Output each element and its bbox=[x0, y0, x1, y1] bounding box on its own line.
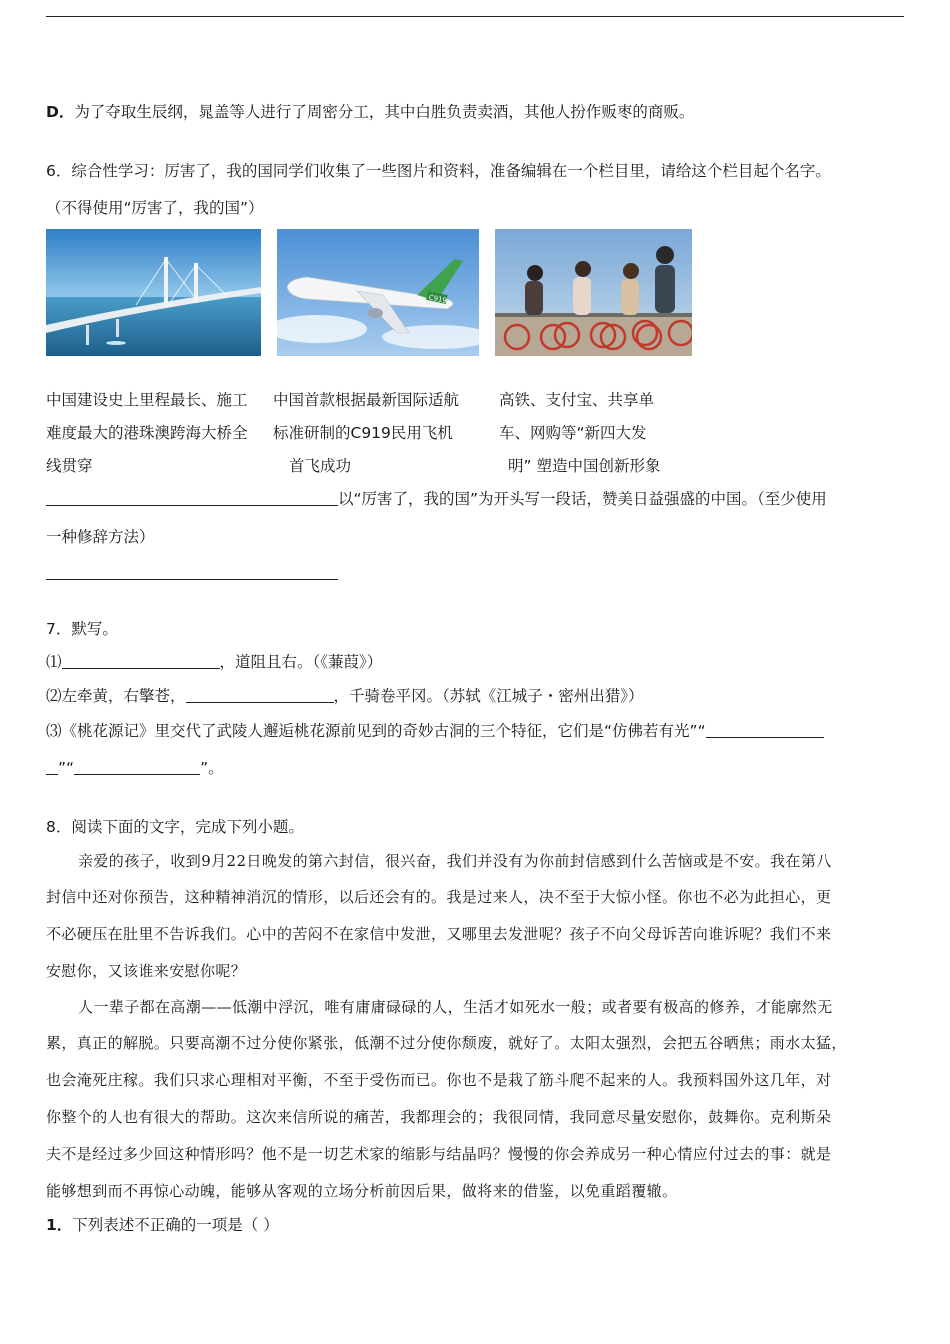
passage-p1-line-3: 不必硬压在肚里不告诉我们。心中的苦闷不在家信中发泄，又哪里去发泄呢？孩子不向父母诉苦向谁诉呢？我们不来 bbox=[46, 925, 832, 943]
q7-item-1-text: ，道阻且右。（《蒹葭》） bbox=[219, 653, 383, 671]
bike-caption-line-2: 车、网购等“新四大发 bbox=[499, 424, 647, 442]
c919-plane-photo bbox=[277, 229, 479, 356]
plane-caption-line-2: 标准研制的C919民用飞机 bbox=[273, 424, 453, 442]
q7-item-3-blank-1a[interactable] bbox=[706, 721, 824, 738]
passage-p2-line-2: 累，真正的解脱。只要高潮不过分使你紧张，低潮不过分使你颓废，就好了。太阳太强烈，会把五谷晒焦；雨水太猛， bbox=[46, 1034, 847, 1052]
passage-p1-line-1: 亲爱的孩子，收到9月22日晚发的第六封信，很兴奋，我们并没有为你前封信感到什么苦恼或是不安。我在第八 bbox=[78, 852, 832, 870]
option-d-text: 为了夺取生辰纲，晁盖等人进行了周密分工，其中白胜负责卖酒，其他人扮作贩枣的商贩。 bbox=[74, 103, 695, 121]
q7-item-3-pre: ⑶《桃花源记》里交代了武陵人邂逅桃花源前见到的奇妙古洞的三个特征，它们是“仿佛若有光”“ bbox=[46, 722, 706, 740]
bridge-photo bbox=[46, 229, 261, 356]
q7-title: 7．默写。 bbox=[46, 620, 118, 638]
q6-prompt bbox=[46, 488, 827, 510]
passage-p2-line-6: 能够想到而不再惊心动魄，能够从客观的立场分析前因后果，做将来的借鉴，以免重蹈覆辙。 bbox=[46, 1182, 678, 1200]
q7-item-3-blank-2[interactable] bbox=[74, 758, 200, 775]
option-d bbox=[46, 101, 694, 123]
q7-item-3-q1-end: ”“ bbox=[58, 759, 75, 777]
plane-caption-line-1: 中国首款根据最新国际适航 bbox=[273, 391, 460, 409]
column-name-blank[interactable] bbox=[46, 489, 338, 506]
option-d-letter: D． bbox=[46, 103, 75, 121]
q6-answer-line bbox=[46, 562, 338, 584]
passage-p1-line-2: 封信中还对你预告，这种精神消沉的情形，以后还会有的。我是过来人，决不至于大惊小怪。你也不必为此担心，更 bbox=[46, 888, 832, 906]
q6-prompt-cont: 一种修辞方法） bbox=[46, 528, 155, 546]
paragraph-answer-blank[interactable] bbox=[46, 563, 338, 580]
q7-item-1-num: ⑴ bbox=[46, 653, 62, 671]
q7-item-3-q2-end: ”。 bbox=[200, 759, 224, 777]
q6-stem-note: （不得使用“厉害了，我的国”） bbox=[46, 199, 264, 217]
q7-item-2-post: ，千骑卷平冈。（苏轼《江城子・密州出猎》） bbox=[333, 687, 644, 705]
q7-item-3-blank-1b[interactable] bbox=[46, 758, 58, 775]
bridge-caption-line-2: 难度最大的港珠澳跨海大桥全 bbox=[46, 424, 248, 442]
passage-p2-line-1: 人一辈子都在高潮——低潮中浮沉，唯有庸庸碌碌的人，生活才如死水一般；或者要有极高的修养，才能廓然无 bbox=[78, 998, 833, 1016]
header-rule bbox=[46, 16, 904, 17]
q7-item-1 bbox=[46, 651, 382, 673]
shared-bike-photo bbox=[495, 229, 692, 356]
q8-sub-1 bbox=[46, 1214, 279, 1236]
c919-logo: C919 bbox=[427, 293, 448, 305]
q8-sub-1-num: 1． bbox=[46, 1216, 73, 1234]
passage-p2-line-5: 夫不是经过多少回这种情形吗？他不是一切艺术家的缩影与结晶吗？慢慢的你会养成另一种心情应付过去的事：就是 bbox=[46, 1145, 832, 1163]
q6-stem: 6．综合性学习：厉害了，我的国同学们收集了一些图片和资料，准备编辑在一个栏目里，请给这个栏目起个名字。 bbox=[46, 162, 831, 180]
plane-caption-line-3: 首飞成功 bbox=[289, 457, 352, 475]
bike-caption-line-1: 高铁、支付宝、共享单 bbox=[499, 391, 655, 409]
passage-p2-line-4: 你整个的人也有很大的帮助。这次来信所说的痛苦，我都理会的；我很同情，我同意尽量安慰你，鼓舞你。克利斯朵 bbox=[46, 1108, 832, 1126]
q7-item-3-cont bbox=[46, 757, 224, 779]
q8-sub-1-text: 下列表述不正确的一项是（ ） bbox=[72, 1216, 279, 1234]
bike-caption-line-3: 明” 塑造中国创新形象 bbox=[508, 457, 661, 475]
q6-prompt-text: 以“厉害了，我的国”为开头写一段话，赞美日益强盛的中国。（至少使用 bbox=[338, 490, 827, 508]
q8-title: 8．阅读下面的文字，完成下列小题。 bbox=[46, 818, 304, 836]
q7-item-2-blank[interactable] bbox=[186, 686, 334, 703]
q7-item-1-blank[interactable] bbox=[62, 652, 220, 669]
bridge-caption-line-3: 线贯穿 bbox=[46, 457, 93, 475]
q7-item-3 bbox=[46, 720, 824, 742]
passage-p1-line-4: 安慰你，又该谁来安慰你呢？ bbox=[46, 962, 247, 980]
passage-p2-line-3: 也会淹死庄稼。我们只求心理相对平衡，不至于受伤而已。你也不是栽了筋斗爬不起来的人。我预料国外这几年，对 bbox=[46, 1071, 832, 1089]
q7-item-2-pre: ⑵左牵黄，右擎苍， bbox=[46, 687, 186, 705]
q7-item-2 bbox=[46, 685, 644, 707]
bridge-caption-line-1: 中国建设史上里程最长、施工 bbox=[46, 391, 248, 409]
